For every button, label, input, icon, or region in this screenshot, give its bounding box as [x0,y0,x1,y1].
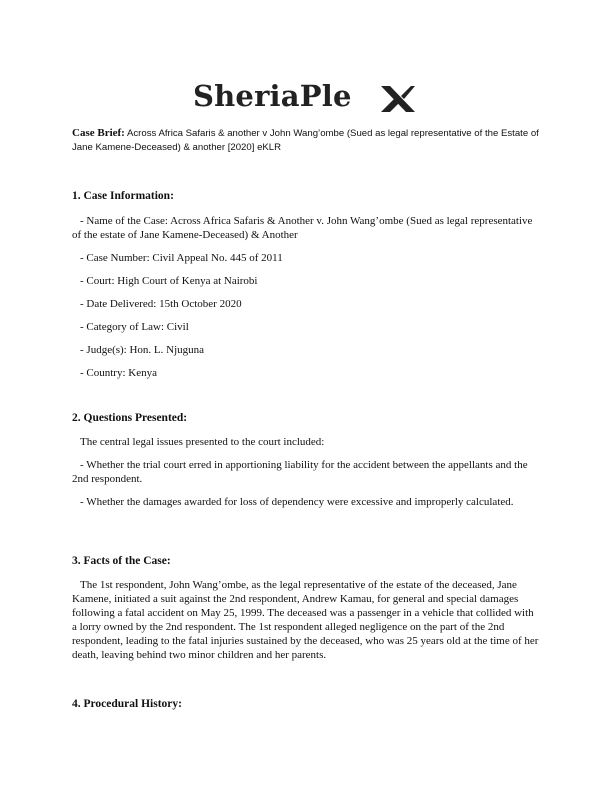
case-number: - Case Number: Civil Appeal No. 445 of 2011 [80,252,283,264]
case-court: - Court: High Court of Kenya at Nairobi [80,275,258,287]
question-1: - Whether the trial court erred in apportioning liability for the accident between the appellants and the 2nd respondent. [72,459,528,485]
case-brief-text: Across Africa Safaris & another v John Wang’ombe (Sued as legal representative of the Estate of Jane Kamene-Deceased) & another [2020] eKLR [72,128,539,153]
section-heading-questions: 2. Questions Presented: [72,412,188,424]
case-brief-label: Case Brief: [72,127,125,139]
sheriaplex-logo [0,76,612,122]
case-category: - Category of Law: Civil [80,321,189,333]
section-heading-case-information: 1. Case Information: [72,190,174,202]
case-brief-title [72,126,542,155]
case-date: - Date Delivered: 15th October 2020 [80,298,242,310]
section-heading-procedural-history: 4. Procedural History: [72,698,182,710]
logo-wordmark: SheriaPle [193,79,352,113]
x-mark-logo-icon [381,84,415,114]
facts-paragraph: The 1st respondent, John Wang’ombe, as the legal representative of the estate of the deceased, Jane Kamene, initiated a suit against the 2nd respondent, Andrew Kamau, for general and special damages following a fatal accident on May 25, 1999. The deceased was a passenger in a vehicle that collided with a lorry owned by the 2nd respondent. The 1st respondent alleged negligence on the part of the 2nd respondent, leading to the fatal injuries sustained by the deceased, who was 25 years old at the time of her death, leaving behind two minor children and her parents. [72,579,539,661]
questions-intro: The central legal issues presented to the court included: [80,436,325,448]
section-heading-facts: 3. Facts of the Case: [72,555,171,567]
case-judges: - Judge(s): Hon. L. Njuguna [80,344,205,356]
question-2: - Whether the damages awarded for loss of dependency were excessive and improperly calculated. [80,496,514,508]
case-name: - Name of the Case: Across Africa Safaris & Another v. John Wang’ombe (Sued as legal representative of the estate of Jane Kamene-Deceased) & Another [72,215,533,241]
case-country: - Country: Kenya [80,367,157,379]
